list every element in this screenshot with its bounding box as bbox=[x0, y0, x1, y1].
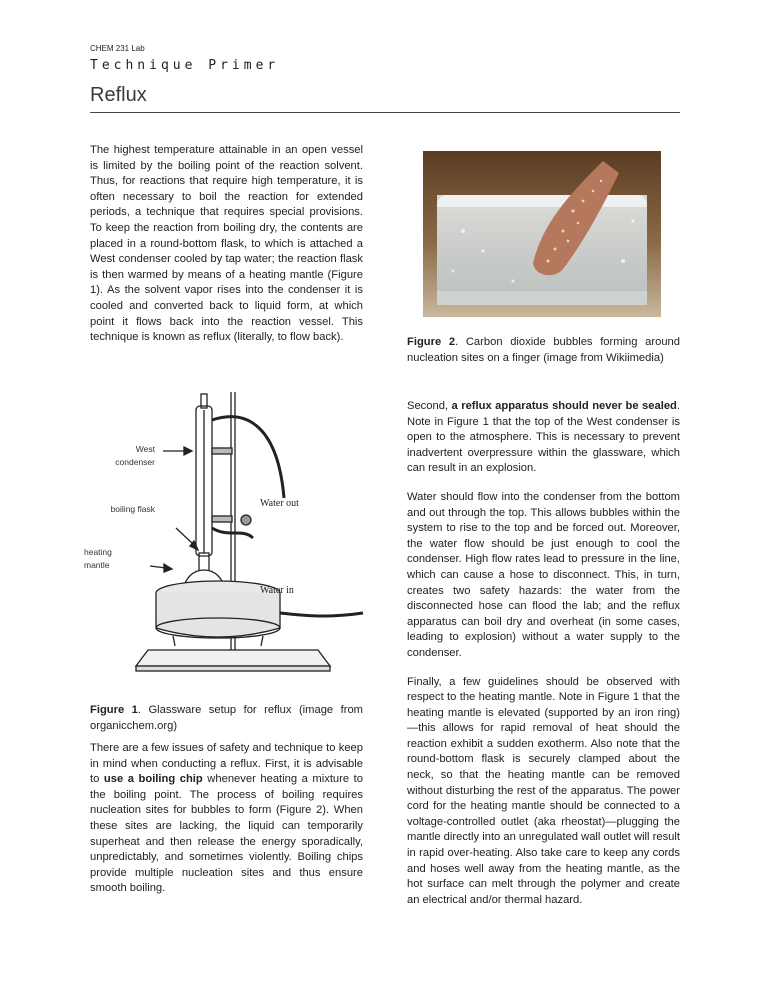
figure-2-photo bbox=[423, 151, 661, 317]
water-flow-paragraph: Water should flow into the condenser from the bottom and out through the top. This allows bubbles within the system to rise to the top and be forced out. Moreover, the water flow should be just enough to cool the condenser. High flow rates lead to pressure in the line, which can cause a hose to disconnect. This, in turn, creates two safety hazards: the water from the disconnected hose can flood the lab; and the reflux apparatus can boil dry and overheat (in some cases, leading to explosion) without a water supply to the condenser. bbox=[407, 490, 680, 659]
left-column-top bbox=[90, 143, 363, 359]
boiling-flask-label: boiling flask bbox=[110, 504, 155, 514]
figure-1-reflux-apparatus bbox=[78, 388, 368, 688]
figure-2-caption: Figure 2. Carbon dioxide bubbles forming around nucleation sites on a finger (image from Wikiimedia) bbox=[407, 336, 681, 364]
water-in-label: Water in bbox=[260, 585, 294, 596]
figure-1-caption: Figure 1. Glassware setup for reflux (image from organicchem.org) bbox=[90, 704, 363, 732]
intro-paragraph: The highest temperature attainable in an open vessel is limited by the boiling point of the reaction solvent. Thus, for reactions that require high temperature, it is often necessary to boil the reaction for extended periods, a technique that requires special provisions. To keep the reaction from boiling dry, the contents are placed in a round-bottom flask, to which is attached a West condenser cooled by tap water; the reaction flask is then warmed by means of a heating mantle (Figure 1). As the solvent vapor rises into the condenser it is cooled and converted back to liquid form, at which point it flows back into the reaction vessel. This technique is known as reflux (literally, to flow back). bbox=[90, 144, 363, 344]
heating-mantle-paragraph: Finally, a few guidelines should be observed with respect to the heating mantle. Note in Figure 1 that the heating mantle is elevated (supported by an iron ring)—this allows for rapid removal of heat should the reaction exhibit a sudden exotherm. Also note that the round-bottom flask is securely clamped about the neck, so that the heating mantle can be removed without disturbing the rest of the apparatus. The power cord for the heating mantle should be connected to a voltage-controlled outlet (aka rheostat)—plugging the mantle directly into an unregulated wall outlet will result in rapid over-heating. Also take care to keep any cords and hoses well away from the heating mantle, as the hot surface can melt through the polymer and create an electrical and/or thermal hazard. bbox=[407, 675, 680, 906]
page-title: Reflux bbox=[90, 84, 147, 106]
document-title: Technique Primer bbox=[90, 58, 280, 73]
reflux-apparatus-drawing bbox=[78, 388, 368, 688]
heating-mantle-label: heating mantle bbox=[84, 547, 112, 570]
course-label: CHEM 231 Lab bbox=[90, 44, 145, 53]
left-column-bottom bbox=[90, 741, 363, 910]
sealed-apparatus-paragraph: Second, a reflux apparatus should never be sealed. Note in Figure 1 that the top of the West condenser is open to the atmosphere. This is necessary to prevent inadvertent overpressure within the glassware, which can result in an explosion. bbox=[407, 400, 680, 475]
bubbles-on-finger-image bbox=[423, 151, 661, 317]
boiling-chip-paragraph: There are a few issues of safety and technique to keep in mind when conducting a reflux. First, it is advisable to use a boiling chip whenever heating a mixture to the boiling point. The process of boiling requires nucleation sites for bubbles to form (Figure 2). When these sites are lacking, the liquid can temporarily superheat and then release the energy sporadically, unpredictably, and sometimes violently. Boiling chips provide multiple nucleation sites and thus ensure smooth boiling. bbox=[90, 742, 363, 895]
water-out-label: Water out bbox=[260, 498, 299, 509]
right-column bbox=[407, 399, 680, 921]
west-condenser-label: West condenser bbox=[115, 444, 155, 467]
title-divider bbox=[90, 112, 680, 113]
